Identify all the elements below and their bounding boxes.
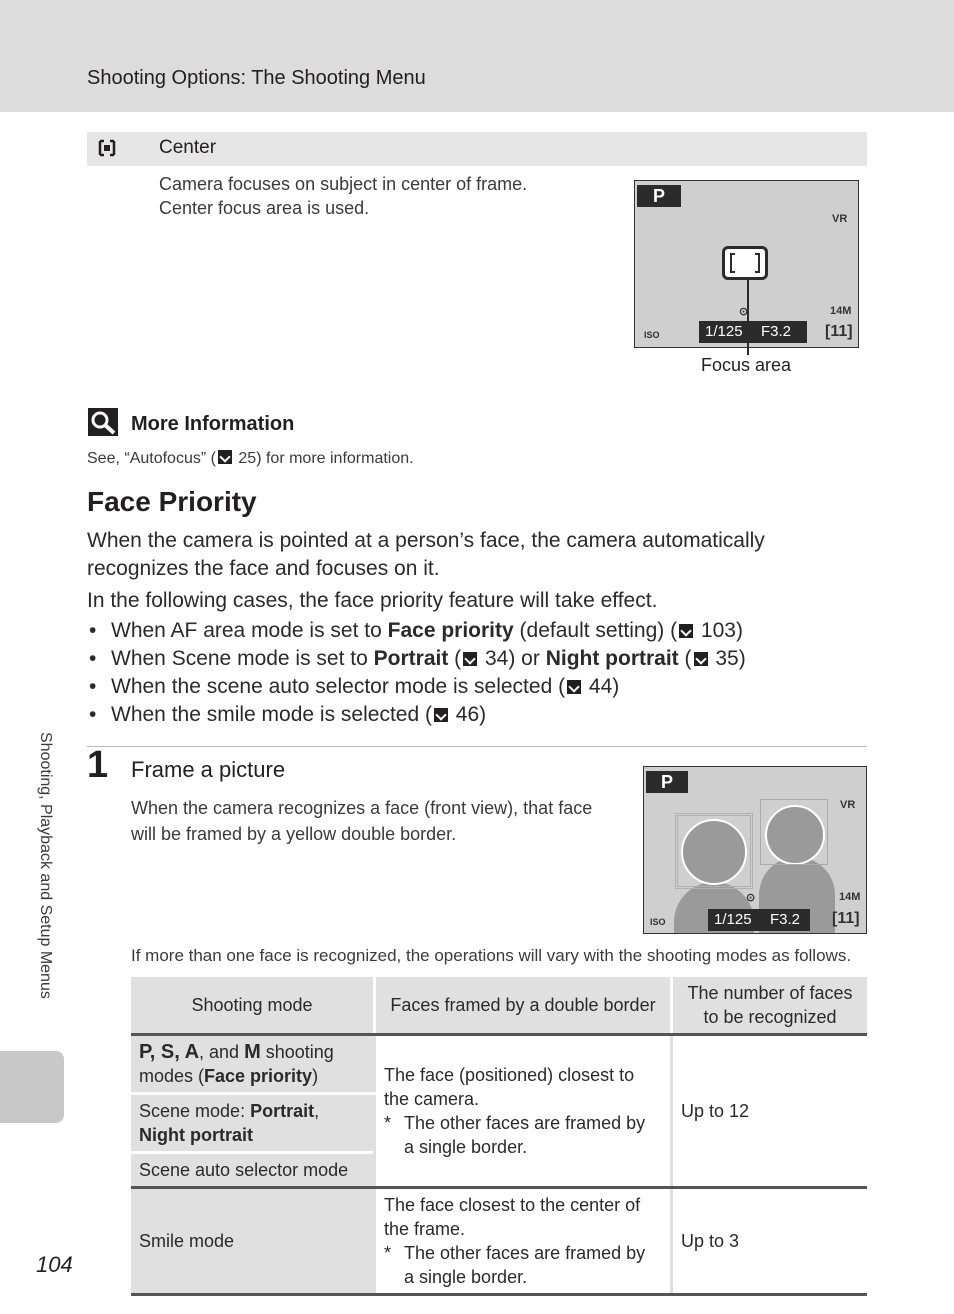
face-recognition-table [131, 977, 867, 1296]
camera-monitor-faces [643, 766, 867, 934]
more-information-icon [88, 408, 118, 436]
focus-area-caption: Focus area [701, 355, 792, 375]
table-header: Shooting mode [131, 977, 375, 1035]
remaining-shots: [11] [832, 910, 860, 927]
section-thumb-tab [0, 1051, 64, 1123]
shooting-mode-badge: P [637, 185, 681, 207]
step-number: 1 [87, 744, 109, 786]
section-heading: Face Priority [87, 486, 257, 517]
multi-face-note: If more than one face is recognized, the operations will vary with the shooting modes as follows. [131, 946, 852, 965]
page-header-title: Shooting Options: The Shooting Menu [87, 67, 426, 89]
table-header: Faces framed by a double border [375, 977, 672, 1035]
exposure-readout [708, 909, 810, 931]
self-timer-icon: ⊙ [739, 306, 749, 318]
remaining-shots: [11] [825, 323, 853, 340]
section-side-label: Shooting, Playback and Setup Menus [37, 732, 54, 999]
table-cell-mode: Smile mode [131, 1188, 375, 1295]
camera-monitor-center [634, 180, 859, 348]
more-information-text: See, “Autofocus” ( 25) for more information. [87, 450, 414, 467]
page-number: 104 [36, 1252, 73, 1277]
center-option-label: Center [159, 137, 217, 158]
table-header: The number of faces to be recognized [672, 977, 868, 1035]
step-description: When the camera recognizes a face (front view), that face will be framed by a yellow double border. [131, 798, 593, 844]
shutter-speed: 1/125 [705, 323, 743, 340]
iso-icon: ISO [650, 917, 666, 927]
image-size-icon: 14M [839, 891, 861, 903]
shutter-speed: 1/125 [714, 911, 752, 928]
page-reference-icon [434, 708, 448, 722]
table-cell-mode: Scene mode: Portrait, Night portrait [131, 1094, 375, 1153]
list-item: • When the scene auto selector mode is selected ( 44) [87, 673, 746, 701]
page-reference-icon [694, 652, 708, 666]
header-band [0, 0, 954, 112]
page-reference-icon [218, 450, 232, 464]
iso-icon: ISO [644, 330, 660, 340]
page-reference-icon [679, 624, 693, 638]
face-frame-double [675, 813, 753, 889]
page-reference-icon [463, 652, 477, 666]
step-divider [87, 746, 867, 747]
face-frame-single [760, 799, 828, 865]
intro-paragraph: When the camera is pointed at a person’s face, the camera automatically recognizes the face and focuses on it. [87, 529, 765, 580]
page-reference-icon [567, 680, 581, 694]
table-cell-mode: Scene auto selector mode [131, 1153, 375, 1188]
table-cell-description: The face (positioned) closest to the camera. * The other faces are framed by a single border. [375, 1035, 672, 1188]
table-cell-mode: P, S, A, and M shooting modes (Face priority) [131, 1035, 375, 1094]
more-information-title: More Information [131, 413, 295, 435]
table-cell-count: Up to 12 [672, 1035, 868, 1188]
image-size-icon: 14M [830, 305, 852, 317]
center-option-description: Camera focuses on subject in center of frame. Center focus area is used. [159, 174, 528, 218]
aperture-value: F3.2 [761, 323, 792, 340]
vr-icon: VR [840, 799, 856, 811]
self-timer-icon: ⊙ [746, 892, 756, 904]
cases-list [87, 617, 746, 729]
list-item: • When Scene mode is set to Portrait ( 34) or Night portrait ( 35) [87, 645, 746, 673]
list-item: • When the smile mode is selected ( 46) [87, 701, 746, 729]
list-item: • When AF area mode is set to Face priority (default setting) ( 103) [87, 617, 746, 645]
table-cell-description: The face closest to the center of the frame. * The other faces are framed by a single border. [375, 1188, 672, 1295]
exposure-readout [699, 321, 807, 343]
table-cell-count: Up to 3 [672, 1188, 868, 1295]
focus-area-bracket [722, 246, 768, 280]
vr-icon: VR [832, 213, 848, 225]
step-title: Frame a picture [131, 757, 286, 782]
center-af-icon [97, 138, 117, 158]
cases-paragraph: In the following cases, the face priority feature will take effect. [87, 589, 658, 612]
shooting-mode-badge: P [646, 771, 688, 793]
aperture-value: F3.2 [770, 911, 801, 928]
